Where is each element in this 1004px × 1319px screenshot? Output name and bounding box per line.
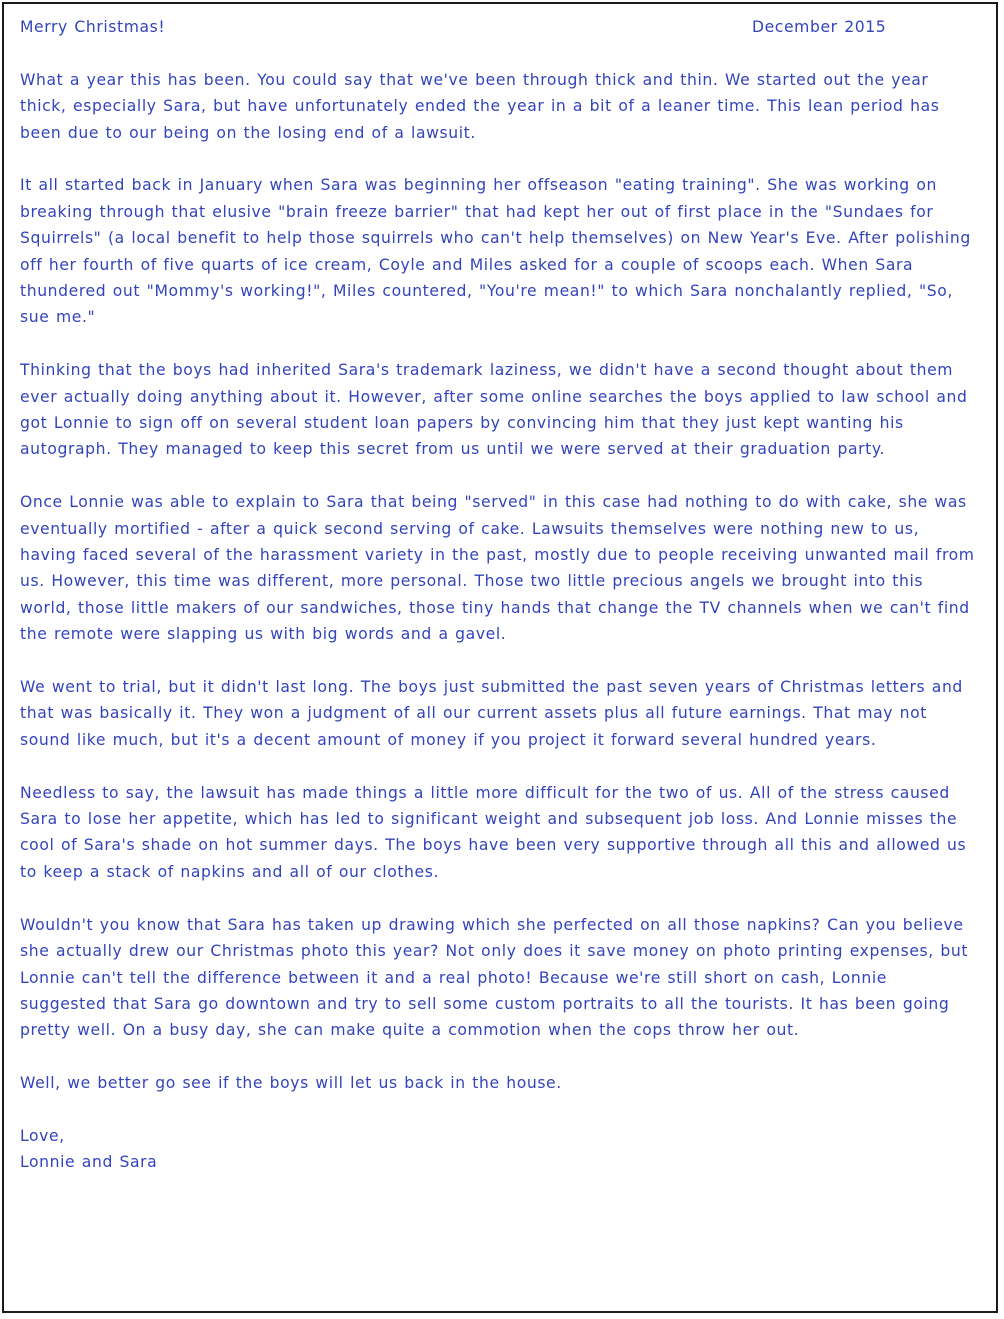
signature: Lonnie and Sara xyxy=(20,1153,158,1172)
paragraph-january: It all started back in January when Sara was beginning her offseason "eating training". She was working on breaking through that elusive "brain freeze barrier" that had kept her out of first place in the "Sundaes for Squirrels" (a local benefit to help those squirrels who can't help themselves) on New Year's Eve. After polishing off her fourth of five quarts of ice cream, Coyle and Miles asked for a couple of scoops each. When Sara thundered out "Mommy's working!", Miles countered, "You're mean!" to which Sara nonchalantly replied, "So, sue me." xyxy=(20,176,971,327)
greeting: Merry Christmas! xyxy=(20,18,166,36)
letter-page xyxy=(2,2,998,1313)
paragraph-aftermath: Needless to say, the lawsuit has made things a little more difficult for the two of us. All of the stress caused Sara to lose her appetite, which has led to significant weight and subsequent job loss. And Lonnie misses the cool of Sara's shade on hot summer days. The boys have been very supportive through all this and allowed us to keep a stack of napkins and all of our clothes. xyxy=(20,783,967,881)
paragraph-law-school: Thinking that the boys had inherited Sara's trademark laziness, we didn't have a second thought about them ever actually doing anything about it. However, after some online searches the boys applied to law school and got Lonnie to sign off on several student loan papers by convincing him that they just kept wanting his autograph. They managed to keep this secret from us until we were served at their graduation party. xyxy=(20,361,968,459)
letter-header xyxy=(20,14,980,40)
christmas-letter xyxy=(20,14,980,1176)
paragraph-intro: What a year this has been. You could say that we've been through thick and thin. We started out the year thick, especially Sara, but have unfortunately ended the year in a bit of a leaner time. This lean period has been due to our being on the losing end of a lawsuit. xyxy=(20,70,940,142)
closing: Love, xyxy=(20,1126,65,1145)
paragraph-drawing: Wouldn't you know that Sara has taken up drawing which she perfected on all those napkins? Can you believe she actually drew our Christmas photo this year? Not only does it save money on photo printing expenses, but Lonnie can't tell the difference between it and a real photo! Because we're still short on cash, Lonnie suggested that Sara go downtown and try to sell some custom portraits to all the tourists. It has been going pretty well. On a busy day, she can make quite a commotion when the cops throw her out. xyxy=(20,915,969,1040)
paragraph-served: Once Lonnie was able to explain to Sara that being "served" in this case had nothing to do with cake, she was eventually mortified - after a quick second serving of cake. Lawsuits themselves were nothing new to us, having faced several of the harassment variety in the past, mostly due to people receiving unwanted mail from us. However, this time was different, more personal. Those two little precious angels we brought into this world, those little makers of our sandwiches, those tiny hands that change the TV channels when we can't find the remote were slapping us with big words and a gavel. xyxy=(20,493,975,644)
paragraph-trial: We went to trial, but it didn't last long. The boys just submitted the past seven years of Christmas letters and that was basically it. They won a judgment of all our current assets plus all future earnings. That may not sound like much, but it's a decent amount of money if you project it forward several hundred years. xyxy=(20,678,963,749)
paragraph-closing-remark: Well, we better go see if the boys will let us back in the house. xyxy=(20,1074,562,1093)
letter-date: December 2015 xyxy=(752,18,887,36)
